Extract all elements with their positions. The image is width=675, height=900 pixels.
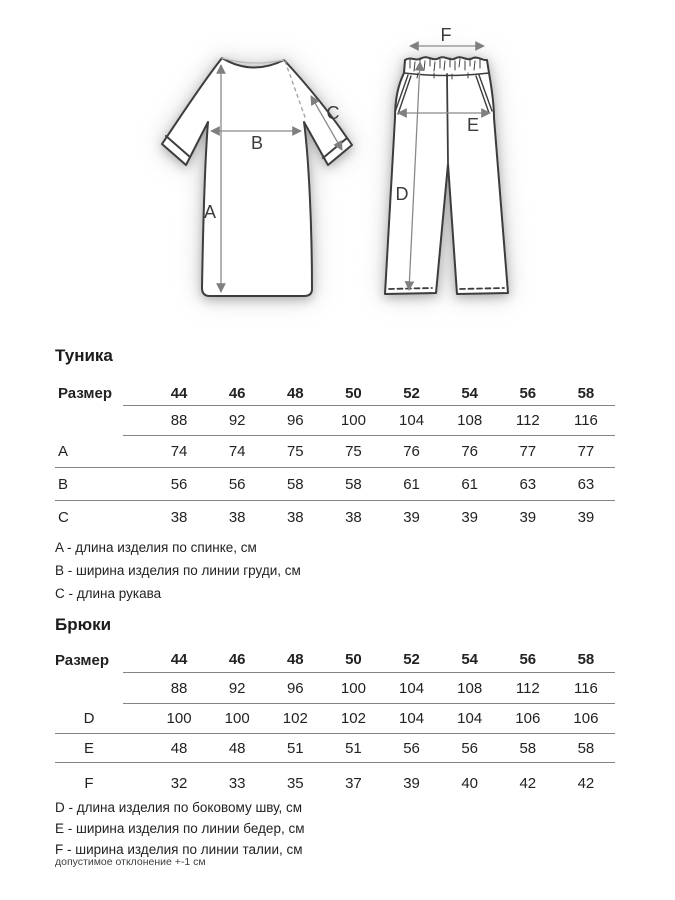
value-cell: 51 xyxy=(345,739,362,757)
value-cell: 96 xyxy=(286,412,304,429)
row-label: Размер xyxy=(58,385,113,402)
tunic-legend xyxy=(55,536,301,605)
value-cell: 54 xyxy=(461,651,479,668)
tunic-title: Туника xyxy=(55,346,113,365)
value-cell: 77 xyxy=(577,443,595,460)
value-cell: 116 xyxy=(573,679,598,697)
measure-row xyxy=(55,501,615,533)
tunic-label-c: C xyxy=(326,103,340,123)
value-cell: 104 xyxy=(399,710,425,727)
tunic-outline xyxy=(162,58,352,296)
tunic-label-a: A xyxy=(203,202,217,222)
row-label: F xyxy=(84,774,94,792)
value-cell: 38 xyxy=(286,508,304,526)
value-cell: 76 xyxy=(403,443,420,460)
tolerance-note: допустимое отклонение +-1 см xyxy=(55,856,206,868)
value-cell: 96 xyxy=(286,679,304,697)
value-cell: 58 xyxy=(345,475,362,493)
legend-item-b: B - ширина изделия по линии груди, см xyxy=(55,563,301,578)
pants-title: Брюки xyxy=(55,615,112,634)
value-cell: 61 xyxy=(461,475,479,493)
value-cell: 56 xyxy=(228,475,246,493)
measure-row xyxy=(55,468,615,501)
value-cell: 75 xyxy=(345,443,362,460)
row-cells xyxy=(123,381,615,406)
value-cell: 112 xyxy=(515,679,540,697)
row-label xyxy=(55,406,123,436)
row-label: A xyxy=(58,443,69,460)
value-cell: 92 xyxy=(228,679,246,697)
pants-size-table xyxy=(55,647,615,803)
value-cell: 88 xyxy=(170,679,188,697)
value-cell: 75 xyxy=(286,443,304,460)
value-cell: 88 xyxy=(170,412,188,429)
legend-item-f: F - ширина изделия по линии талии, см xyxy=(55,842,303,857)
value-cell: 48 xyxy=(286,651,304,668)
value-cell: 48 xyxy=(170,739,188,757)
value-cell: 92 xyxy=(228,412,246,429)
value-cell: 108 xyxy=(457,412,483,429)
value-cell: 58 xyxy=(577,384,595,402)
row-label: B xyxy=(58,475,69,493)
value-cell: 44 xyxy=(170,651,188,668)
value-cell: 38 xyxy=(228,508,246,526)
value-cell: 63 xyxy=(577,475,595,493)
value-cell: 42 xyxy=(577,774,595,792)
value-cell: 54 xyxy=(461,384,479,402)
value-cell: 37 xyxy=(345,774,362,792)
value-cell: 63 xyxy=(519,475,537,493)
pants-label-f: F xyxy=(440,25,452,45)
value-cell: 112 xyxy=(515,412,540,429)
pants-label-e: E xyxy=(466,115,480,135)
row-cells xyxy=(123,501,615,533)
value-cell: 39 xyxy=(403,774,420,792)
value-cell: 100 xyxy=(340,412,366,429)
value-cell: 116 xyxy=(573,412,598,429)
value-cell: 48 xyxy=(228,739,246,757)
row-cells xyxy=(123,406,615,436)
value-cell: 40 xyxy=(461,774,479,792)
value-cell: 56 xyxy=(519,384,537,402)
row-cells xyxy=(123,647,615,673)
value-cell: 48 xyxy=(286,384,304,402)
value-cell: 42 xyxy=(519,774,537,792)
value-cell: 39 xyxy=(519,508,537,526)
legend-item-c: C - длина рукава xyxy=(55,586,162,601)
legend-item-a: A - длина изделия по спинке, см xyxy=(55,540,257,555)
tunic-label-b: B xyxy=(250,133,264,153)
value-cell: 38 xyxy=(345,508,362,526)
value-cell: 50 xyxy=(345,651,362,668)
value-cell: 106 xyxy=(573,710,599,727)
value-cell: 39 xyxy=(403,508,420,526)
value-cell: 100 xyxy=(166,710,192,727)
value-cell: 56 xyxy=(403,739,420,757)
value-cell: 33 xyxy=(228,774,246,792)
value-cell: 58 xyxy=(286,475,304,493)
pants-label-d: D xyxy=(395,184,409,204)
value-cell: 56 xyxy=(461,739,479,757)
row-cells xyxy=(123,673,615,704)
measure-row xyxy=(55,734,615,763)
value-cell: 46 xyxy=(228,651,246,668)
measure-row xyxy=(55,673,615,704)
measure-row xyxy=(55,704,615,734)
value-cell: 35 xyxy=(286,774,304,792)
value-cell: 74 xyxy=(228,443,246,460)
size-header-row xyxy=(55,647,615,673)
row-label: Размер xyxy=(55,651,110,669)
value-cell: 51 xyxy=(286,739,304,757)
value-cell: 61 xyxy=(403,475,420,493)
measure-row xyxy=(55,436,615,468)
value-cell: 106 xyxy=(515,710,541,727)
value-cell: 104 xyxy=(399,412,425,429)
value-cell: 39 xyxy=(461,508,479,526)
value-cell: 58 xyxy=(577,651,595,668)
value-cell: 44 xyxy=(170,384,188,402)
value-cell: 102 xyxy=(340,710,366,727)
pants-front-seam xyxy=(447,74,448,163)
size-header-row xyxy=(55,381,615,406)
value-cell: 50 xyxy=(345,384,362,402)
tunic-size-table xyxy=(55,381,615,533)
pants-legend xyxy=(55,797,304,860)
value-cell: 58 xyxy=(577,739,595,757)
value-cell: 56 xyxy=(170,475,188,493)
value-cell: 100 xyxy=(224,710,250,727)
value-cell: 32 xyxy=(170,774,188,792)
row-label: E xyxy=(83,739,94,757)
row-cells xyxy=(123,436,615,467)
measure-row xyxy=(55,406,615,436)
value-cell: 46 xyxy=(228,384,246,402)
value-cell: 52 xyxy=(403,384,420,402)
row-label xyxy=(55,673,123,704)
garment-diagrams xyxy=(0,0,675,335)
value-cell: 104 xyxy=(399,679,425,697)
value-cell: 74 xyxy=(170,443,188,460)
legend-item-e: E - ширина изделия по линии бедер, см xyxy=(55,821,305,836)
value-cell: 56 xyxy=(519,651,537,668)
row-label: D xyxy=(83,710,95,727)
legend-item-d: D - длина изделия по боковому шву, см xyxy=(55,800,303,815)
value-cell: 39 xyxy=(577,508,595,526)
value-cell: 104 xyxy=(457,710,483,727)
value-cell: 38 xyxy=(170,508,188,526)
row-cells xyxy=(123,468,615,500)
value-cell: 108 xyxy=(457,679,483,697)
value-cell: 76 xyxy=(461,443,479,460)
value-cell: 102 xyxy=(282,710,308,727)
row-cells xyxy=(123,704,615,733)
row-cells xyxy=(123,734,615,762)
value-cell: 52 xyxy=(403,651,420,668)
value-cell: 58 xyxy=(519,739,537,757)
value-cell: 77 xyxy=(519,443,537,460)
value-cell: 100 xyxy=(340,679,366,697)
row-label: C xyxy=(58,508,69,526)
